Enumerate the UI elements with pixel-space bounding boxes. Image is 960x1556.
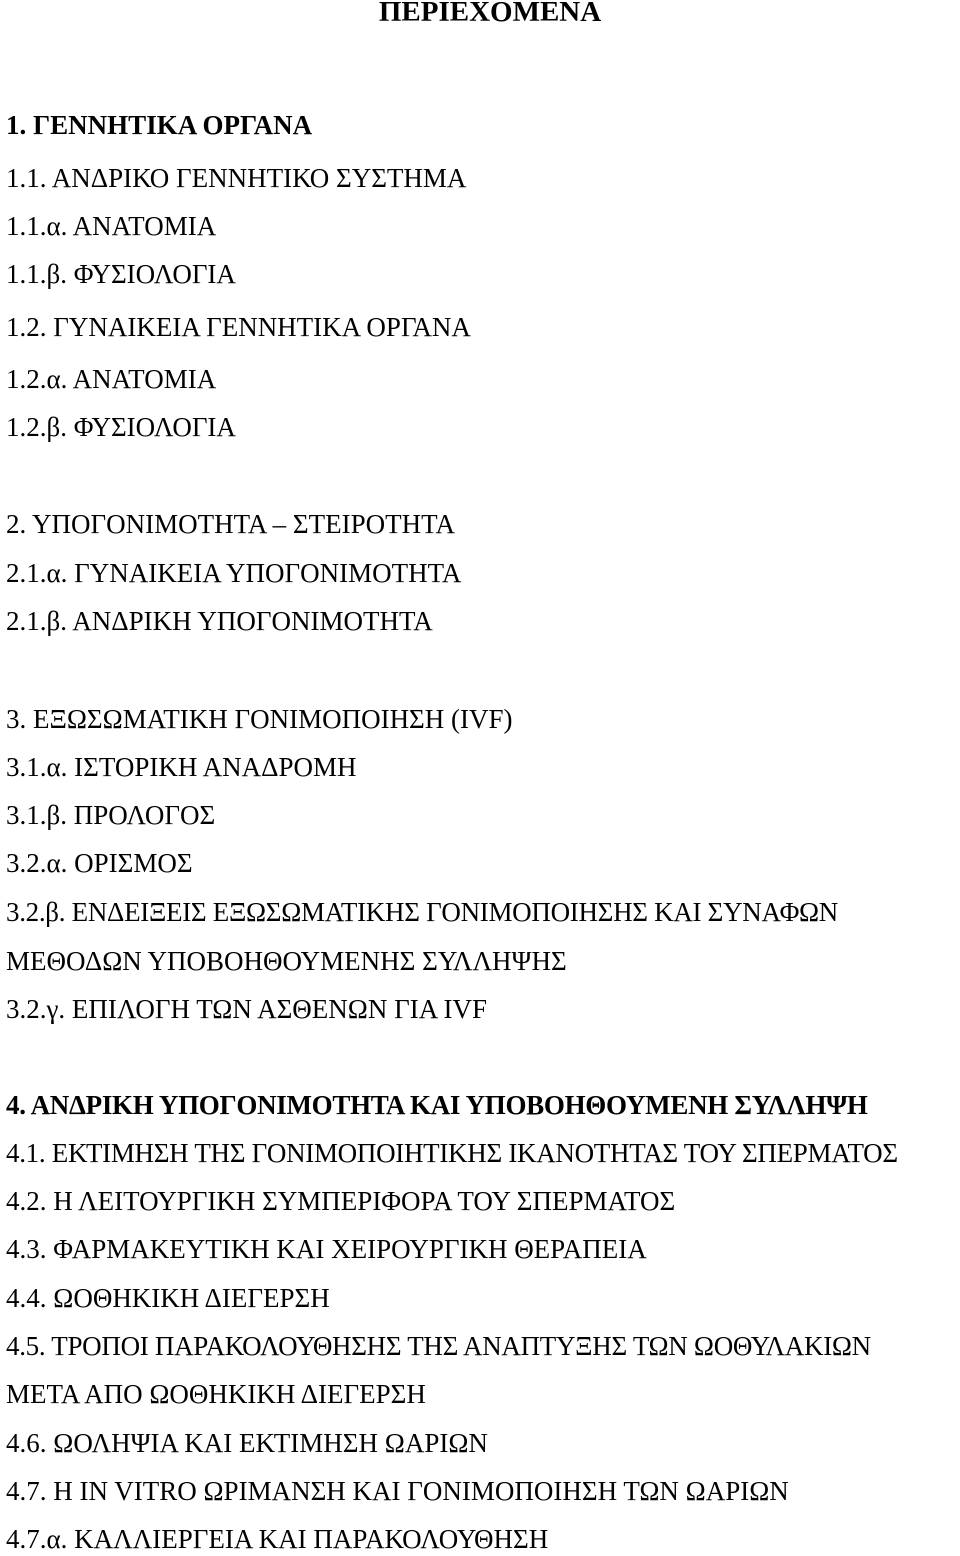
toc-subsection-2-1-b: 2.1.β. ΑΝΔΡΙΚΗ ΥΠΟΓΟΝΙΜΟΤΗΤΑ (6, 606, 433, 636)
toc-section-1-2: 1.2. ΓΥΝΑΙΚΕΙΑ ΓΕΝΝΗΤΙΚΑ ΟΡΓΑΝΑ (6, 312, 471, 342)
toc-section-4-6: 4.6. ΩΟΛΗΨΙΑ ΚΑΙ ΕΚΤΙΜΗΣΗ ΩΑΡΙΩΝ (6, 1428, 488, 1458)
toc-subsection-3-1-a: 3.1.α. ΙΣΤΟΡΙΚΗ ΑΝΑΔΡΟΜΗ (6, 752, 357, 782)
toc-subsection-1-1-a: 1.1.α. ΑΝΑΤΟΜΙΑ (6, 211, 217, 241)
toc-section-4-2: 4.2. Η ΛΕΙΤΟΥΡΓΙΚΗ ΣΥΜΠΕΡΙΦΟΡΑ ΤΟΥ ΣΠΕΡΜΑΤΟΣ (6, 1186, 676, 1216)
toc-chapter-3: 3. ΕΞΩΣΩΜΑΤΙΚΗ ΓΟΝΙΜΟΠΟΙΗΣΗ (IVF) (6, 704, 513, 734)
toc-section-4-3: 4.3. ΦΑΡΜΑΚΕΥΤΙΚΗ ΚΑΙ ΧΕΙΡΟΥΡΓΙΚΗ ΘΕΡΑΠΕΙΑ (6, 1234, 647, 1264)
toc-chapter-1: 1. ΓΕΝΝΗΤΙΚΑ ΟΡΓΑΝΑ (6, 110, 313, 140)
toc-subsection-1-2-a: 1.2.α. ΑΝΑΤΟΜΙΑ (6, 364, 217, 394)
page-title: ΠΕΡΙΕΧΟΜΕΝΑ (378, 0, 602, 28)
toc-section-4-4: 4.4. ΩΟΘΗΚΙΚΗ ΔΙΕΓΕΡΣΗ (6, 1283, 330, 1313)
toc-subsection-2-1-a: 2.1.α. ΓΥΝΑΙΚΕΙΑ ΥΠΟΓΟΝΙΜΟΤΗΤΑ (6, 558, 462, 588)
toc-subsection-4-7-a: 4.7.α. ΚΑΛΛΙΕΡΓΕΙΑ ΚΑΙ ΠΑΡΑΚΟΛΟΥΘΗΣΗ (6, 1524, 549, 1554)
toc-section-1-1: 1.1. ΑΝΔΡΙΚΟ ΓΕΝΝΗΤΙΚΟ ΣΥΣΤΗΜΑ (6, 163, 467, 193)
toc-section-4-5-cont: ΜΕΤΑ ΑΠΟ ΩΟΘΗΚΙΚΗ ΔΙΕΓΕΡΣΗ (6, 1379, 426, 1409)
toc-subsection-1-1-b: 1.1.β. ΦΥΣΙΟΛΟΓΙΑ (6, 259, 236, 289)
toc-subsection-3-2-b-cont: ΜΕΘΟΔΩΝ ΥΠΟΒΟΗΘΟΥΜΕΝΗΣ ΣΥΛΛΗΨΗΣ (6, 946, 567, 976)
toc-subsection-3-2-a: 3.2.α. ΟΡΙΣΜΟΣ (6, 848, 193, 878)
toc-section-4-5: 4.5. ΤΡΟΠΟΙ ΠΑΡΑΚΟΛΟΥΘΗΣΗΣ ΤΗΣ ΑΝΑΠΤΥΞΗΣ ΤΩΝ ΩΟΘΥΛΑΚΙΩΝ (6, 1331, 871, 1361)
toc-subsection-3-2-b: 3.2.β. ΕΝΔΕΙΞΕΙΣ ΕΞΩΣΩΜΑΤΙΚΗΣ ΓΟΝΙΜΟΠΟΙΗΣΗΣ ΚΑΙ ΣΥΝΑΦΩΝ (6, 897, 838, 927)
toc-subsection-3-2-c: 3.2.γ. ΕΠΙΛΟΓΗ ΤΩΝ ΑΣΘΕΝΩΝ ΓΙΑ IVF (6, 994, 487, 1024)
toc-section-4-7: 4.7. Η IN VITRO ΩΡΙΜΑΝΣΗ ΚΑΙ ΓΟΝΙΜΟΠΟΙΗΣΗ ΤΩΝ ΩΑΡΙΩΝ (6, 1476, 789, 1506)
toc-subsection-1-2-b: 1.2.β. ΦΥΣΙΟΛΟΓΙΑ (6, 412, 236, 442)
toc-chapter-4: 4. ΑΝΔΡΙΚΗ ΥΠΟΓΟΝΙΜΟΤΗΤΑ ΚΑΙ ΥΠΟΒΟΗΘΟΥΜΕΝΗ ΣΥΛΛΗΨΗ (6, 1090, 868, 1120)
toc-subsection-3-1-b: 3.1.β. ΠΡΟΛΟΓΟΣ (6, 800, 216, 830)
toc-chapter-2: 2. ΥΠΟΓΟΝΙΜΟΤΗΤΑ – ΣΤΕΙΡΟΤΗΤΑ (6, 509, 455, 539)
toc-section-4-1: 4.1. ΕΚΤΙΜΗΣΗ ΤΗΣ ΓΟΝΙΜΟΠΟΙΗΤΙΚΗΣ ΙΚΑΝΟΤΗΤΑΣ ΤΟΥ ΣΠΕΡΜΑΤΟΣ (6, 1138, 898, 1168)
